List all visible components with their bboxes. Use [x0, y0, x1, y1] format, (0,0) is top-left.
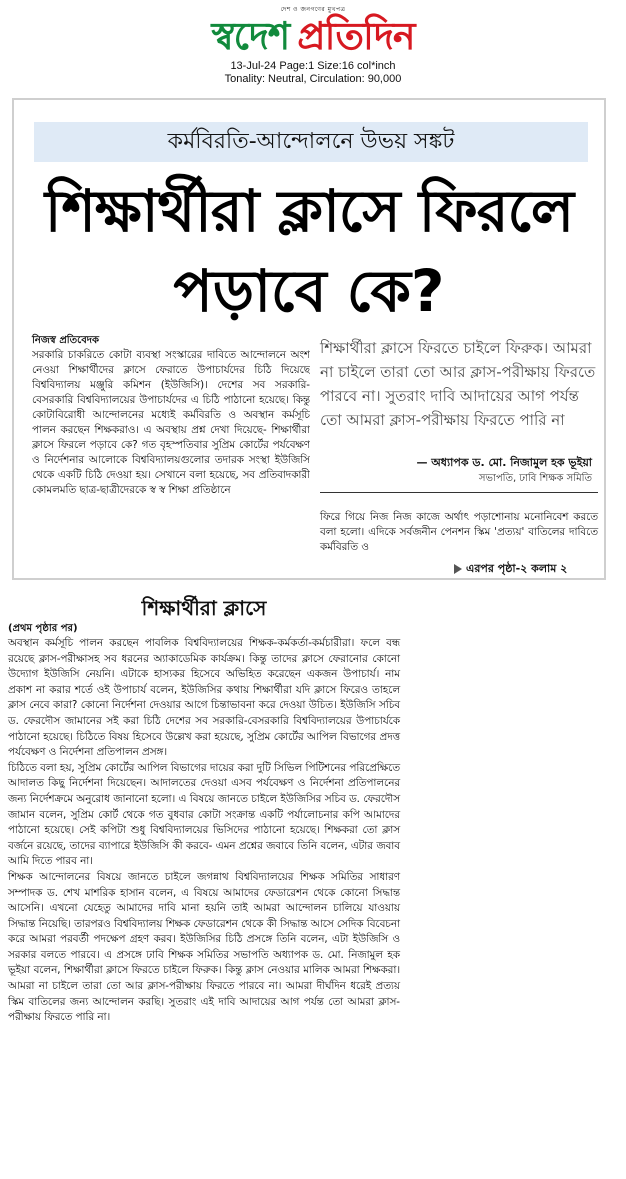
byline: নিজস্ব প্রতিবেদক — [32, 335, 100, 346]
paragraph: অবস্থান কর্মসূচি পালন করছেন পাবলিক বিশ্ববিদ্যালয়ের শিক্ষক-কর্মকর্তা-কর্মচারীরা। ফলে বন্ধ রয়েছে ক্লাস-পরীক্ষাসহ সব ধরনের অ্যাকাডেমিক কার্যক্রম। কিন্তু তাদের ক্লাসে ফেরানোর কোনো উদ্যোগ ইউজিসি নেয়নি। এটাকে হাস্যকর হিসেবে অভিহিত করেছেন একজন উপাচার্য। নাম প্রকাশ না করার শর্তে ওই উপাচার্য বলেন, ইউজিসির কথায় শিক্ষার্থীরা যদি ক্লাসে ফিরেও তাহলে ক্লাস নেবে কারা? কোনো নির্দেশনা দেওয়ার আগে চিন্তাভাবনা করে দেওয়া উচিত। ইউজিসি সচিব ড. ফেরদৌস জামানের সই করা চিঠি দেশের সব সরকারি-বেসরকারি বিশ্ববিদ্যালয়ের উপাচার্যকে পাঠানো হয়েছে। চিঠিতে বিষয় হিসেবে উল্লেখ করা হয়েছে, সুপ্রিম কোর্টের আপিল বিভাগের প্রদত্ত পর্যবেক্ষণ ও নির্দেশনা প্রতিপালন প্রসঙ্গ। — [8, 637, 400, 759]
masthead-tagline: দেশ ও জনগণের মুখপত্র — [280, 6, 346, 13]
continuation-clipping — [6, 586, 402, 1176]
newspaper-logo — [211, 14, 414, 58]
continuation-body — [8, 636, 400, 1026]
pull-quote: শিক্ষার্থীরা ক্লাসে ফিরতে চাইলে ফিরুক। আমরা না চাইলে তারা তো আর ক্লাস-পরীক্ষায় ফিরতে পারবে না। সুতরাং দাবি আদায়ের আগ পর্যন্ত তো আমরা ক্লাস-পরীক্ষায় ফিরতে পারি না — [320, 339, 596, 429]
quote-author: — অধ্যাপক ড. মো. নিজামুল হক ভূইয়া — [416, 456, 592, 469]
jump-text: এরপর পৃষ্ঠা-২ কলাম ২ — [466, 562, 568, 575]
arrow-right-icon — [454, 564, 462, 574]
quote-role: সভাপতি, ঢাবি শিক্ষক সমিতি — [478, 473, 592, 484]
continuation-prefix: (প্রথম পৃষ্ঠার পর) — [8, 623, 78, 634]
article-body-right: ফিরে গিয়ে নিজ নিজ কাজে অর্থাৎ পড়াশোনায় মনোনিবেশ করতে বলা হলো। এদিকে সর্বজনীন পেনশন স্কিম 'প্রত্যয়' বাতিলের দাবিতে কর্মবিরতি ও — [320, 511, 598, 553]
logo-part-1: স্বদেশ — [211, 14, 290, 58]
headline-line-1: শিক্ষার্থীরা ক্লাসে ফিরলে — [44, 177, 574, 245]
masthead — [0, 6, 626, 58]
clipping-meta-date: 13-Jul-24 Page:1 Size:16 col*inch — [230, 60, 396, 72]
paragraph: চিঠিতে বলা হয়, সুপ্রিম কোর্টের আপিল বিভাগের দায়ের করা দুটি সিভিল পিটিশনের পরিপ্রেক্ষিতে আদালত কিছু নির্দেশনা দিয়েছেন। আদালতের দেওয়া এসব পর্যবেক্ষণ ও নির্দেশনা প্রতিপালনের জন্য নির্দেশক্রমে অনুরোধ জানানো হলো। এ বিষয়ে জানতে চাইলে ইউজিসির সচিব ড. ফেরদৌস জামান বলেন, সুপ্রিম কোর্ট থেকে গত বুধবার কোটা সংক্রান্ত একটি পর্যালোচনার কপি আমাদের পাঠানো হয়েছে। সেই কপিটা শুধু বিশ্ববিদ্যালয়ের ভিসিদের পাঠানো হয়েছে। শিক্ষকরা তো ক্লাস বর্জনে রয়েছে, তাদের ব্যাপারে ইউজিসি কী করবে- এমন প্রশ্নের জবাবে তিনি বলেন, এটার জবাব আমি দিতে পারব না। — [8, 761, 400, 868]
jump-line — [454, 562, 604, 576]
paragraph: শিক্ষক আন্দোলনের বিষয়ে জানতে চাইলে জগন্নাথ বিশ্ববিদ্যালয়ের শিক্ষক সমিতির সাধারণ সম্পাদক ড. শেখ মাশরিক হাসান বলেন, এ বিষয়ে আমাদের ফেডারেশন থেকে কোনো সিদ্ধান্ত আসেনি। এখনো যেহেতু আমাদের দাবি মানা হয়নি তাই আমরা আন্দোলন চালিয়ে যাওয়ায় সিদ্ধান্ত নিয়েছি। তারপরও বিশ্ববিদ্যালয় শিক্ষক ফেডারেশন থেকে কী সিদ্ধান্ত আসে সেদিক বিবেচনা করে আমরা পরবর্তী পদক্ষেপ গ্রহণ করব। ইউজিসির চিঠি প্রসঙ্গে তিনি বলেন, এটা ইউজিসি ও সরকার বলতে পারবে। এ প্রসঙ্গে ঢাবি শিক্ষক সমিতির সভাপতি অধ্যাপক ড. মো. নিজামুল হক ভূইয়া বলেন, শিক্ষার্থীরা ক্লাসে ফিরতে চাইলে ফিরুক। কিন্তু ক্লাস নেওয়ার মালিক আমরা শিক্ষকরা। আমরা না চাইলে তারা তো আর ক্লাস-পরীক্ষায় ফিরতে পারবে না। আমরা দীর্ঘদিন ধরেই প্রত্যয় স্কিম বাতিলের জন্য আন্দোলন করছি। সুতরাং এই দাবি আদায়ের আগ পর্যন্ত তো আমরা ক্লাস-পরীক্ষায় ফিরতে পারি না। — [8, 870, 401, 1024]
continuation-title: শিক্ষার্থীরা ক্লাসে — [141, 596, 267, 620]
clipping-meta-tonality: Tonality: Neutral, Circulation: 90,000 — [224, 73, 402, 85]
article-kicker: কর্মবিরতি-আন্দোলনে উভয় সঙ্কট — [34, 122, 588, 162]
headline-line-2: পড়াবে কে? — [173, 257, 445, 325]
article-body-left: সরকারি চাকরিতে কোটা ব্যবস্থা সংস্কারের দাবিতে আন্দোলনে অংশ নেওয়া শিক্ষার্থীদের ক্লাসে ফেরাতে উপাচার্যদের চিঠি দিয়েছে বিশ্ববিদ্যালয় মঞ্জুরি কমিশন (ইউজিসি)। দেশের সব সরকারি-বেসরকারি বিশ্ববিদ্যালয়ের উপাচার্যদের এ চিঠি পাঠানো হয়েছে। কিন্তু কোটাবিরোধী আন্দোলনের মধ্যেই কর্মবিরতি ও অবস্থান কর্মসূচি পালন করছেন শিক্ষকরাও। এ অবস্থায় প্রশ্ন দেখা দিয়েছে- শিক্ষার্থীরা ক্লাসে ফিরলে পড়াবে কে? গত বৃহস্পতিবার সুপ্রিম কোর্টের পর্যবেক্ষণ ও নির্দেশনার আলোকে বিশ্ববিদ্যালয়গুলোর তদারক সংস্থা ইউজিসি থেকে একটি চিঠি দেওয়া হয়। সেখানে বলা হয়েছে, সব প্রতিবাদকারী কোমলমতি ছাত্র-ছাত্রীদেরকে স্ব স্ব শিক্ষা প্রতিষ্ঠানে — [32, 349, 310, 496]
logo-part-2: প্রতিদিন — [297, 14, 415, 58]
quote-divider — [320, 492, 598, 493]
front-page-clipping — [12, 98, 606, 580]
